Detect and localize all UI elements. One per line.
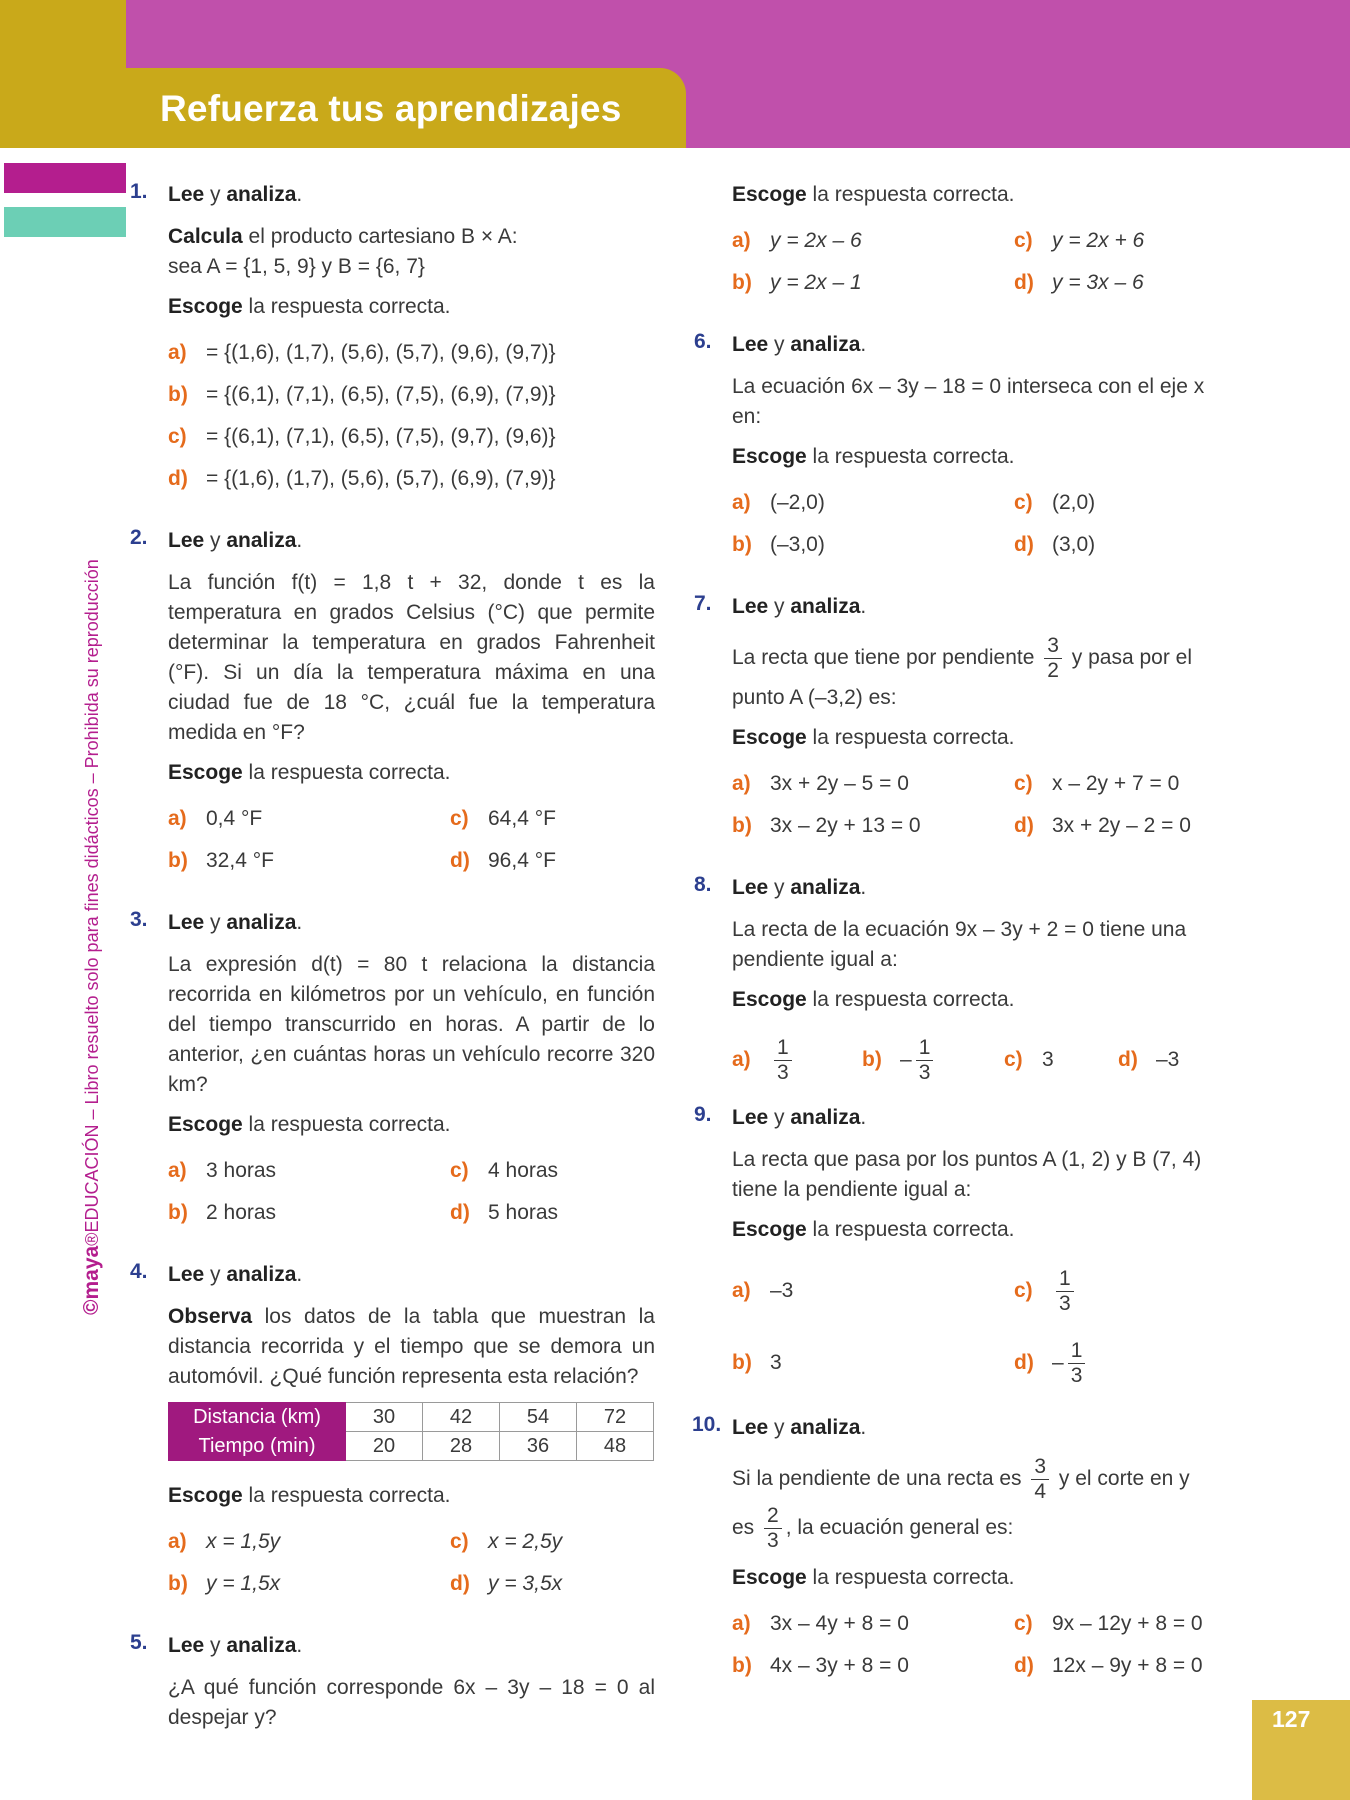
table-cell: 36 [500, 1432, 577, 1461]
fraction: $\frac{2}{3}$ [764, 1504, 782, 1553]
option-d[interactable]: d) (3,0) [1014, 533, 1096, 556]
options [732, 482, 1234, 566]
brand-logo: ©maya [80, 1245, 103, 1315]
instruction: Escoge la respuesta correcta. [168, 1113, 451, 1136]
option-c[interactable]: c) (2,0) [1014, 491, 1096, 514]
options [732, 220, 1234, 304]
option-a[interactable]: a) 3x + 2y – 5 = 0 [732, 772, 909, 795]
fraction: $\frac{3}{2}$ [1044, 634, 1062, 683]
header-corner [0, 0, 126, 150]
option-c[interactable]: c) x – 2y + 7 = 0 [1014, 772, 1180, 795]
instruction: Escoge la respuesta correcta. [732, 1218, 1015, 1241]
question-number: 4. [130, 1260, 148, 1283]
data-table [168, 1402, 654, 1461]
right-column [694, 180, 1234, 1713]
option-b[interactable]: b) – $\frac{1}{3}$ [862, 1036, 1004, 1085]
table-row [169, 1432, 654, 1461]
table-cell: 54 [500, 1403, 577, 1432]
option-d[interactable]: d) 3x + 2y – 2 = 0 [1014, 814, 1191, 837]
question-text: La recta que tiene por pendiente $\frac{3}{2}$ y pasa por el punto A (–3,2) es: [732, 634, 1193, 709]
question-number: 10. [692, 1413, 722, 1436]
option-d[interactable]: d) = {(1,6), (1,7), (5,6), (5,7), (6,9), (7,9)} [168, 467, 556, 490]
option-d[interactable]: d) – $\frac{1}{3}$ [1014, 1327, 1234, 1399]
options [732, 763, 1234, 847]
question-3 [130, 908, 655, 1234]
row-header: Distancia (km) [169, 1403, 346, 1432]
question-heading: Lee y analiza. [732, 1416, 867, 1439]
question-text: Observa los datos de la tabla que muestran la distancia recorrida y el tiempo que se demora un automóvil. ¿Qué función representa esta relación? [168, 1305, 655, 1388]
option-b[interactable]: b) y = 1,5x [168, 1572, 281, 1595]
question-text: La recta que pasa por los puntos A (1, 2) y B (7, 4) tiene la pendiente igual a: [732, 1148, 1202, 1201]
option-d[interactable]: d) –3 [1118, 1048, 1180, 1071]
option-a[interactable]: a) 0,4 °F [168, 807, 263, 830]
copyright-sidebar [80, 495, 104, 1315]
option-a[interactable]: a) = {(1,6), (1,7), (5,6), (5,7), (9,6), (9,7)} [168, 341, 556, 364]
question-8 [694, 873, 1234, 1095]
table-row [169, 1403, 654, 1432]
options [168, 1521, 655, 1605]
option-c[interactable]: c) 9x – 12y + 8 = 0 [1014, 1612, 1203, 1635]
question-number: 3. [130, 908, 148, 931]
option-c[interactable]: c) = {(6,1), (7,1), (6,5), (7,5), (9,7), (9,6)} [168, 425, 556, 448]
question-number: 5. [130, 1631, 148, 1654]
table-cell: 28 [423, 1432, 500, 1461]
page-title: Refuerza tus aprendizajes [160, 88, 622, 129]
question-heading: Lee y analiza. [168, 183, 303, 206]
question-2 [130, 526, 655, 882]
option-b[interactable]: b) 4x – 3y + 8 = 0 [732, 1654, 909, 1677]
option-d[interactable]: d) 96,4 °F [450, 849, 556, 872]
question-heading: Lee y analiza. [168, 529, 303, 552]
question-number: 2. [130, 526, 148, 549]
question-4 [130, 1260, 655, 1605]
question-heading: Lee y analiza. [732, 333, 867, 356]
table-cell: 30 [346, 1403, 423, 1432]
instruction: Escoge la respuesta correcta. [168, 1484, 451, 1507]
option-b[interactable]: b) 3x – 2y + 13 = 0 [732, 814, 921, 837]
question-9 [694, 1103, 1234, 1399]
question-text: Calcula el producto cartesiano B × A: sea A = {1, 5, 9} y B = {6, 7} [168, 225, 518, 278]
table-cell: 42 [423, 1403, 500, 1432]
option-b[interactable]: b) 2 horas [168, 1201, 277, 1224]
option-b[interactable]: b) 32,4 °F [168, 849, 274, 872]
page-number-box [1252, 1700, 1350, 1800]
option-a[interactable]: a) (–2,0) [732, 491, 825, 514]
options [732, 1603, 1234, 1687]
instruction: Escoge la respuesta correcta. [168, 761, 451, 784]
question-text: La función f(t) = 1,8 t + 32, donde t es la temperatura en grados Celsius (°C) que permite determinar la temperatura en grados Fahrenheit (°F). Si un día la temperatura máxima en una ciudad fue de 18 °C, ¿cuál fue la temperatura medida en °F? [168, 571, 655, 744]
option-d[interactable]: d) 5 horas [450, 1201, 559, 1224]
question-number: 1. [130, 180, 148, 203]
question-10 [694, 1413, 1234, 1687]
option-b[interactable]: b) (–3,0) [732, 533, 825, 556]
instruction: Escoge la respuesta correcta. [732, 988, 1015, 1011]
options [168, 798, 655, 882]
option-c[interactable]: c) 64,4 °F [450, 807, 556, 830]
option-a[interactable]: a) 3x – 4y + 8 = 0 [732, 1612, 909, 1635]
side-stripe-teal [4, 207, 126, 237]
question-6 [694, 330, 1234, 566]
question-text: ¿A qué función corresponde 6x – 3y – 18 = 0 al despejar y? [168, 1676, 655, 1729]
option-a[interactable]: a) –3 [732, 1279, 794, 1302]
instruction: Escoge la respuesta correcta. [732, 183, 1015, 206]
option-c[interactable]: c) x = 2,5y [450, 1530, 563, 1553]
question-5 [130, 1631, 655, 1733]
option-d[interactable]: d) 12x – 9y + 8 = 0 [1014, 1654, 1203, 1677]
left-column [130, 180, 655, 1759]
instruction: Escoge la respuesta correcta. [732, 445, 1015, 468]
option-b[interactable]: b) 3 [732, 1351, 782, 1374]
option-c[interactable]: c) 4 horas [450, 1159, 559, 1182]
option-a[interactable]: a) 3 horas [168, 1159, 277, 1182]
option-c[interactable]: c) 3 [1004, 1048, 1054, 1071]
option-c[interactable]: c) y = 2x + 6 [1014, 229, 1145, 252]
question-heading: Lee y analiza. [168, 1263, 303, 1286]
question-heading: Lee y analiza. [732, 595, 867, 618]
question-number: 6. [694, 330, 712, 353]
option-a[interactable]: a) y = 2x – 6 [732, 229, 862, 252]
question-text: Si la pendiente de una recta es $\frac{3}{4}$ y el corte en y es $\frac{2}{3}$ , la ecuación general es: [732, 1455, 1190, 1552]
question-heading: Lee y analiza. [168, 1634, 303, 1657]
option-b[interactable]: b) = {(6,1), (7,1), (6,5), (7,5), (6,9), (7,9)} [168, 383, 556, 406]
instruction: Escoge la respuesta correcta. [732, 1566, 1015, 1589]
instruction: Escoge la respuesta correcta. [732, 726, 1015, 749]
options [732, 1255, 1234, 1399]
question-heading: Lee y analiza. [732, 1106, 867, 1129]
question-heading: Lee y analiza. [732, 876, 867, 899]
option-d[interactable]: d) y = 3x – 6 [1014, 271, 1144, 294]
question-number: 8. [694, 873, 712, 896]
copyright-text: ®EDUCACIÓN – Libro resuelto solo para fines didácticos – Prohibida su reproducción [82, 559, 102, 1246]
table-cell: 20 [346, 1432, 423, 1461]
header-divider [0, 148, 1350, 151]
row-header: Tiempo (min) [169, 1432, 346, 1461]
question-5-continued [694, 180, 1234, 304]
question-text: La ecuación 6x – 3y – 18 = 0 interseca con el eje x en: [732, 375, 1205, 428]
title-bar [126, 68, 686, 150]
options [168, 1150, 655, 1234]
table-cell: 48 [577, 1432, 654, 1461]
options [732, 1025, 1234, 1095]
side-stripe-magenta [4, 163, 126, 193]
question-text: La expresión d(t) = 80 t relaciona la distancia recorrida en kilómetros por un vehículo, en función del tiempo transcurrido en horas. A partir de lo anterior, ¿en cuántas horas un vehículo recorre 320 km? [168, 953, 655, 1096]
question-1 [130, 180, 655, 500]
options [168, 332, 655, 500]
question-number: 7. [694, 592, 712, 615]
page-number: 127 [1272, 1706, 1311, 1732]
table-cell: 72 [577, 1403, 654, 1432]
option-a[interactable]: a) x = 1,5y [168, 1530, 281, 1553]
option-c[interactable]: c) $\frac{1}{3}$ [1014, 1255, 1234, 1327]
question-text: La recta de la ecuación 9x – 3y + 2 = 0 tiene una pendiente igual a: [732, 918, 1187, 971]
option-b[interactable]: b) y = 2x – 1 [732, 271, 862, 294]
fraction: $\frac{3}{4}$ [1031, 1455, 1049, 1504]
option-d[interactable]: d) y = 3,5x [450, 1572, 563, 1595]
option-a[interactable]: a) $\frac{1}{3}$ [732, 1036, 862, 1085]
question-7 [694, 592, 1234, 847]
instruction: Escoge la respuesta correcta. [168, 295, 451, 318]
question-heading: Lee y analiza. [168, 911, 303, 934]
question-number: 9. [694, 1103, 712, 1126]
